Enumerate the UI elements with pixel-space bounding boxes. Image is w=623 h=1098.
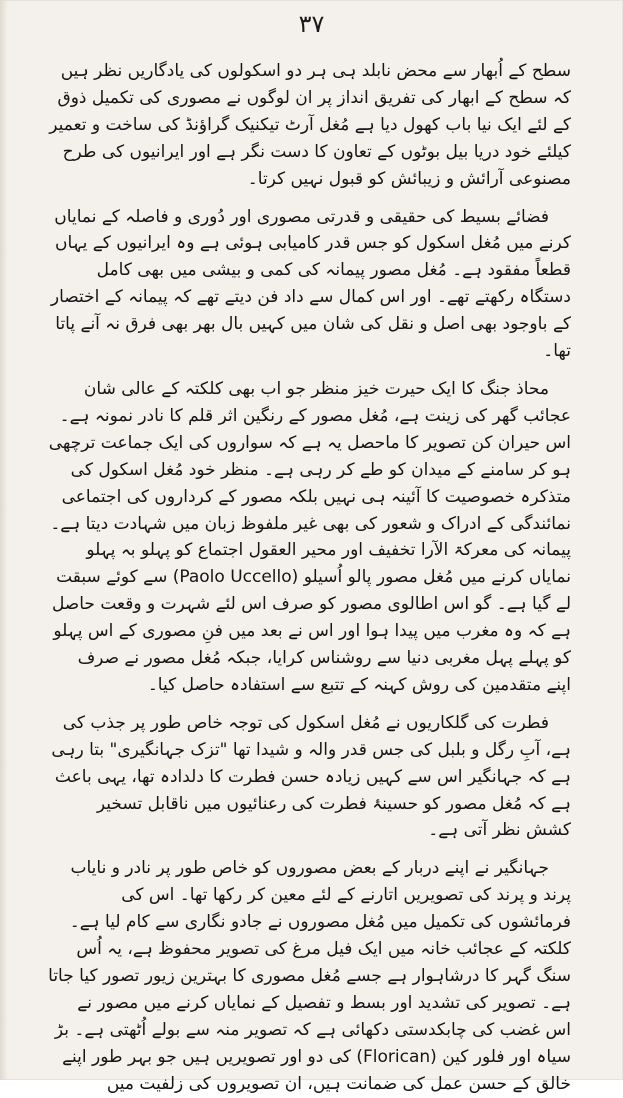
paragraph-5: جہانگیر نے اپنے دربار کے بعض مصوروں کو خاص طور پر نادر و نایاب پرند و پرند کی تصویریں اتارنے کے لئے معین کر رکھا تھا۔ اس کی فرمائشوں کی تکمیل میں مُغل مصوروں نے جادو نگاری سے کام لیا ہے۔ کلکتہ کے عجائب خانہ میں ایک فیل مرغ کی تصویر محفوظ ہے، یہ اُس سنگ گہر کا درشاہوار ہے جسے مُغل مصوری کا بہترین زیور تصور کیا جاتا ہے۔ تصویر کی تشدید اور بسط و تفصیل کے نمایاں کرنے میں مصور نے اس غضب کی چابکدستی دکھائی ہے کہ تصویر منہ سے بولے اُٹھتی ہے۔ بڑ سیاہ اور فلور کین (Florican) کی دو اور تصویریں ہیں جو بہر طور اپنے خالق کے حسن عمل کی ضمانت ہیں، ان تصویروں کی زلفیت میں: [48, 858, 571, 1094]
paragraph-1: سطح کے اُبھار سے محض نابلد ہی ہر دو اسکولوں کی یادگاریں نظر ہیں کہ سطح کے ابھار کی تفریق انداز پر ان لوگوں نے مصوری کی تکمیل ذوق کے لئے ایک نیا باب کھول دیا ہے مُغل آرٹ تیکنیک گراؤنڈ کی ساخت و تعمیر کیلئے خود دریا بیل بوٹوں کے تعاون کا دست نگر ہے اور ایرانیوں کی طرح مصنوعی آرائش و زیبائش کو قبول نہیں کرتا۔: [49, 61, 571, 189]
page-binding-edge: [0, 0, 8, 1080]
paragraph-4: فطرت کی گلکاریوں نے مُغل اسکول کی توجہ خاص طور پر جذب کی ہے، آبِ رگل و بلبل کی جس قدر والہ و شیدا تھا "تزک جہانگیری" بتا رہی ہے کہ جہانگیر اس سے کہیں زیادہ حسن فطرت کا دلدادہ تھا، یہی باعث ہے کہ مُغل مصور کو حسینۂ فطرت کی رعنائیوں میں ناقابل تسخیر کشش نظر آتی ہے۔: [51, 712, 571, 841]
paragraph-2: فضائے بسیط کی حقیقی و قدرتی مصوری اور دُوری و فاصلہ کے نمایاں کرنے میں مُغل اسکول کو جس قدر کامیابی ہوئی ہے وہ ایرانیوں کے یہاں قطعاً مفقود ہے۔ مُغل مصور پیمانہ کی کمی و بیشی میں بھی کامل دستگاہ رکھتے تھے۔ اور اس کمال سے داد فن دیتے تھے کہ پیمانہ کے اختصار کے باوجود بھی اصل و نقل کی شان میں کہیں بال بھر بھی فرق نہ آنے پاتا تھا۔: [50, 206, 571, 362]
paragraph-3: محاذ جنگ کا ایک حیرت خیز منظر جو اب بھی کلکتہ کے عالی شان عجائب گھر کی زینت ہے، مُغل مصور کے رنگین اثر قلم کا نادر نمونہ ہے۔ اس حیران کن تصویر کا ماحصل یہ ہے کہ سواروں کی ایک جماعت ترچھی ہو کر سامنے کے میدان کو طے کر رہی ہے۔ منظر خود مُغل اسکول کی متذکرہ خصوصیت کا آئینہ ہی نہیں بلکہ مصور کے کرداروں کی اجتماعی نمائندگی کے ادراک و شعور کی بھی غیر ملفوظ زبان میں شہادت دیتا ہے۔ پیمانہ کی معرکۃ الآرا تخفیف اور محیر العقول اجتماع کو پہلو بہ پہلو نمایاں کرنے میں مُغل مصور پالو اُسیلو (Paolo Uccello) سے کوئے سبقت لے گیا ہے۔ گو اس اطالوی مصور کو صرف اس لئے شہرت و وقعت حاصل ہے کہ وہ مغرب میں پیدا ہوا اور اس نے بعد میں فنِ مصوری کے اس پہلو کو پہلے پہل مغربی دنیا سے روشناس کرایا، جبکہ مُغل مصور نے صرف اپنے متقدمین کی روش کہنہ کے تتبع سے استفادہ حاصل کیا۔: [48, 378, 571, 695]
page-number: ۳۷: [298, 10, 325, 38]
page-body: [48, 58, 571, 1094]
